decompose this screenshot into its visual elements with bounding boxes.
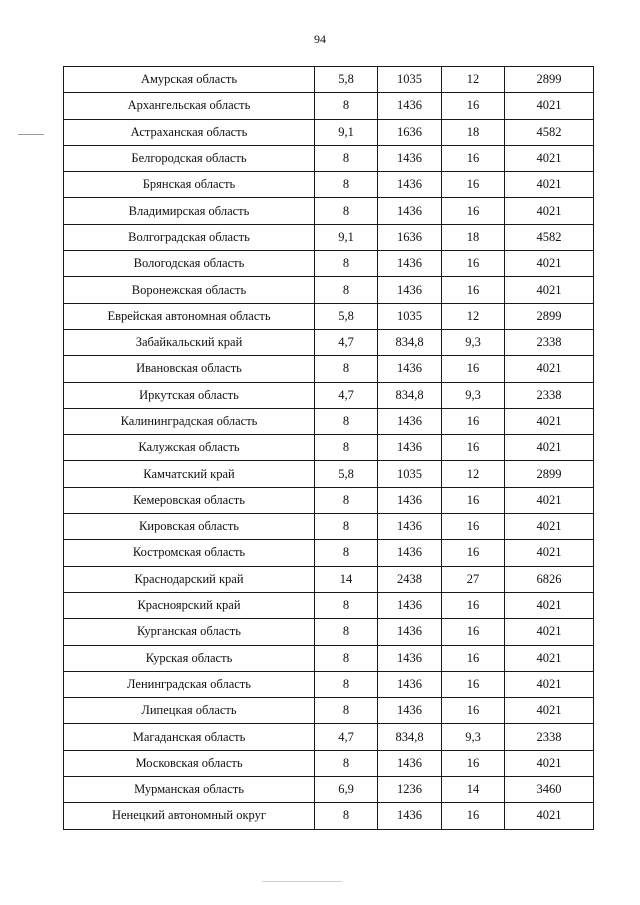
value-cell-1: 8 (315, 803, 378, 829)
value-cell-1: 8 (315, 408, 378, 434)
value-cell-1: 5,8 (315, 67, 378, 93)
table-row (64, 698, 594, 724)
region-name-cell: Курганская область (64, 619, 315, 645)
value-cell-4: 4021 (505, 408, 594, 434)
region-name-cell: Курская область (64, 645, 315, 671)
value-cell-1: 8 (315, 514, 378, 540)
region-name-cell: Брянская область (64, 172, 315, 198)
value-cell-3: 16 (442, 277, 505, 303)
table-row (64, 514, 594, 540)
table-row (64, 540, 594, 566)
region-name-cell: Костромская область (64, 540, 315, 566)
table-row (64, 435, 594, 461)
value-cell-2: 1436 (378, 251, 442, 277)
region-name-cell: Иркутская область (64, 382, 315, 408)
value-cell-3: 16 (442, 645, 505, 671)
value-cell-3: 16 (442, 592, 505, 618)
table-row (64, 119, 594, 145)
value-cell-4: 4021 (505, 356, 594, 382)
region-name-cell: Магаданская область (64, 724, 315, 750)
value-cell-4: 3460 (505, 777, 594, 803)
value-cell-4: 2899 (505, 67, 594, 93)
table-row (64, 487, 594, 513)
region-name-cell: Еврейская автономная область (64, 303, 315, 329)
table-row (64, 671, 594, 697)
table-row (64, 382, 594, 408)
value-cell-2: 1436 (378, 803, 442, 829)
table-row (64, 145, 594, 171)
table-row (64, 724, 594, 750)
region-name-cell: Астраханская область (64, 119, 315, 145)
value-cell-1: 4,7 (315, 382, 378, 408)
value-cell-1: 8 (315, 645, 378, 671)
value-cell-3: 27 (442, 566, 505, 592)
value-cell-1: 5,8 (315, 303, 378, 329)
table-row (64, 303, 594, 329)
region-name-cell: Владимирская область (64, 198, 315, 224)
region-name-cell: Калужская область (64, 435, 315, 461)
region-name-cell: Ивановская область (64, 356, 315, 382)
value-cell-4: 4021 (505, 803, 594, 829)
table-row (64, 461, 594, 487)
region-name-cell: Ленинградская область (64, 671, 315, 697)
region-name-cell: Воронежская область (64, 277, 315, 303)
table-row (64, 277, 594, 303)
value-cell-1: 5,8 (315, 461, 378, 487)
value-cell-2: 834,8 (378, 329, 442, 355)
table-row (64, 224, 594, 250)
regions-table (63, 66, 594, 830)
value-cell-3: 16 (442, 145, 505, 171)
table-row (64, 329, 594, 355)
value-cell-1: 9,1 (315, 119, 378, 145)
value-cell-1: 8 (315, 93, 378, 119)
value-cell-3: 9,3 (442, 724, 505, 750)
value-cell-2: 1035 (378, 303, 442, 329)
value-cell-2: 1035 (378, 67, 442, 93)
table-row (64, 408, 594, 434)
table-row (64, 592, 594, 618)
value-cell-3: 12 (442, 67, 505, 93)
value-cell-1: 8 (315, 592, 378, 618)
value-cell-2: 1436 (378, 172, 442, 198)
value-cell-3: 16 (442, 619, 505, 645)
value-cell-2: 1436 (378, 487, 442, 513)
value-cell-3: 12 (442, 303, 505, 329)
region-name-cell: Забайкальский край (64, 329, 315, 355)
value-cell-3: 16 (442, 803, 505, 829)
table-row (64, 619, 594, 645)
value-cell-2: 1236 (378, 777, 442, 803)
value-cell-2: 1436 (378, 671, 442, 697)
value-cell-4: 4021 (505, 645, 594, 671)
value-cell-2: 1436 (378, 93, 442, 119)
value-cell-2: 1636 (378, 224, 442, 250)
value-cell-4: 2338 (505, 329, 594, 355)
region-name-cell: Ненецкий автономный округ (64, 803, 315, 829)
value-cell-1: 8 (315, 487, 378, 513)
value-cell-1: 8 (315, 750, 378, 776)
value-cell-1: 8 (315, 198, 378, 224)
region-name-cell: Вологодская область (64, 251, 315, 277)
region-name-cell: Архангельская область (64, 93, 315, 119)
table-row (64, 172, 594, 198)
value-cell-4: 4021 (505, 198, 594, 224)
value-cell-3: 16 (442, 671, 505, 697)
table-row (64, 251, 594, 277)
table-row (64, 803, 594, 829)
region-name-cell: Красноярский край (64, 592, 315, 618)
value-cell-2: 2438 (378, 566, 442, 592)
value-cell-3: 16 (442, 356, 505, 382)
value-cell-1: 8 (315, 145, 378, 171)
value-cell-1: 8 (315, 435, 378, 461)
value-cell-4: 6826 (505, 566, 594, 592)
value-cell-4: 4021 (505, 277, 594, 303)
value-cell-1: 8 (315, 671, 378, 697)
value-cell-1: 8 (315, 172, 378, 198)
value-cell-4: 2899 (505, 303, 594, 329)
value-cell-3: 16 (442, 408, 505, 434)
value-cell-1: 8 (315, 619, 378, 645)
value-cell-4: 4021 (505, 514, 594, 540)
region-name-cell: Краснодарский край (64, 566, 315, 592)
value-cell-2: 1436 (378, 514, 442, 540)
value-cell-3: 18 (442, 119, 505, 145)
value-cell-2: 1436 (378, 198, 442, 224)
value-cell-4: 4021 (505, 251, 594, 277)
value-cell-4: 4021 (505, 592, 594, 618)
table-row (64, 750, 594, 776)
value-cell-2: 1436 (378, 277, 442, 303)
value-cell-2: 834,8 (378, 724, 442, 750)
value-cell-4: 4021 (505, 435, 594, 461)
value-cell-4: 4021 (505, 487, 594, 513)
value-cell-4: 4021 (505, 750, 594, 776)
value-cell-2: 1436 (378, 698, 442, 724)
value-cell-4: 4021 (505, 619, 594, 645)
value-cell-1: 8 (315, 277, 378, 303)
value-cell-3: 9,3 (442, 329, 505, 355)
value-cell-3: 16 (442, 698, 505, 724)
table-row (64, 93, 594, 119)
value-cell-3: 16 (442, 514, 505, 540)
value-cell-2: 1436 (378, 408, 442, 434)
region-name-cell: Амурская область (64, 67, 315, 93)
value-cell-4: 4021 (505, 172, 594, 198)
value-cell-3: 16 (442, 198, 505, 224)
value-cell-4: 4021 (505, 698, 594, 724)
value-cell-3: 16 (442, 750, 505, 776)
value-cell-2: 1636 (378, 119, 442, 145)
value-cell-2: 1436 (378, 592, 442, 618)
value-cell-3: 18 (442, 224, 505, 250)
value-cell-3: 16 (442, 251, 505, 277)
table-row (64, 198, 594, 224)
value-cell-1: 6,9 (315, 777, 378, 803)
regions-table-body (64, 67, 594, 830)
value-cell-3: 16 (442, 540, 505, 566)
region-name-cell: Калининградская область (64, 408, 315, 434)
value-cell-2: 1436 (378, 356, 442, 382)
value-cell-4: 4021 (505, 540, 594, 566)
value-cell-4: 4021 (505, 671, 594, 697)
value-cell-1: 8 (315, 698, 378, 724)
value-cell-1: 14 (315, 566, 378, 592)
value-cell-3: 16 (442, 435, 505, 461)
value-cell-1: 8 (315, 251, 378, 277)
value-cell-2: 1436 (378, 645, 442, 671)
region-name-cell: Московская область (64, 750, 315, 776)
value-cell-2: 1436 (378, 145, 442, 171)
scan-artifact-left (18, 134, 44, 135)
value-cell-2: 834,8 (378, 382, 442, 408)
table-row (64, 645, 594, 671)
value-cell-2: 1436 (378, 540, 442, 566)
value-cell-3: 16 (442, 487, 505, 513)
value-cell-4: 2338 (505, 382, 594, 408)
region-name-cell: Белгородская область (64, 145, 315, 171)
value-cell-4: 4582 (505, 119, 594, 145)
value-cell-1: 4,7 (315, 724, 378, 750)
value-cell-3: 16 (442, 93, 505, 119)
table-row (64, 777, 594, 803)
value-cell-4: 4021 (505, 93, 594, 119)
value-cell-1: 8 (315, 356, 378, 382)
table-row (64, 356, 594, 382)
value-cell-1: 4,7 (315, 329, 378, 355)
region-name-cell: Липецкая область (64, 698, 315, 724)
value-cell-3: 12 (442, 461, 505, 487)
region-name-cell: Кемеровская область (64, 487, 315, 513)
value-cell-3: 9,3 (442, 382, 505, 408)
value-cell-4: 2899 (505, 461, 594, 487)
table-row (64, 67, 594, 93)
page-number: 94 (314, 32, 326, 46)
value-cell-4: 4582 (505, 224, 594, 250)
value-cell-2: 1436 (378, 619, 442, 645)
value-cell-1: 9,1 (315, 224, 378, 250)
value-cell-2: 1035 (378, 461, 442, 487)
value-cell-2: 1436 (378, 435, 442, 461)
table-row (64, 566, 594, 592)
value-cell-4: 2338 (505, 724, 594, 750)
value-cell-4: 4021 (505, 145, 594, 171)
value-cell-1: 8 (315, 540, 378, 566)
scan-artifact-bottom (262, 881, 342, 882)
value-cell-3: 16 (442, 172, 505, 198)
region-name-cell: Кировская область (64, 514, 315, 540)
value-cell-2: 1436 (378, 750, 442, 776)
region-name-cell: Волгоградская область (64, 224, 315, 250)
value-cell-3: 14 (442, 777, 505, 803)
region-name-cell: Камчатский край (64, 461, 315, 487)
region-name-cell: Мурманская область (64, 777, 315, 803)
